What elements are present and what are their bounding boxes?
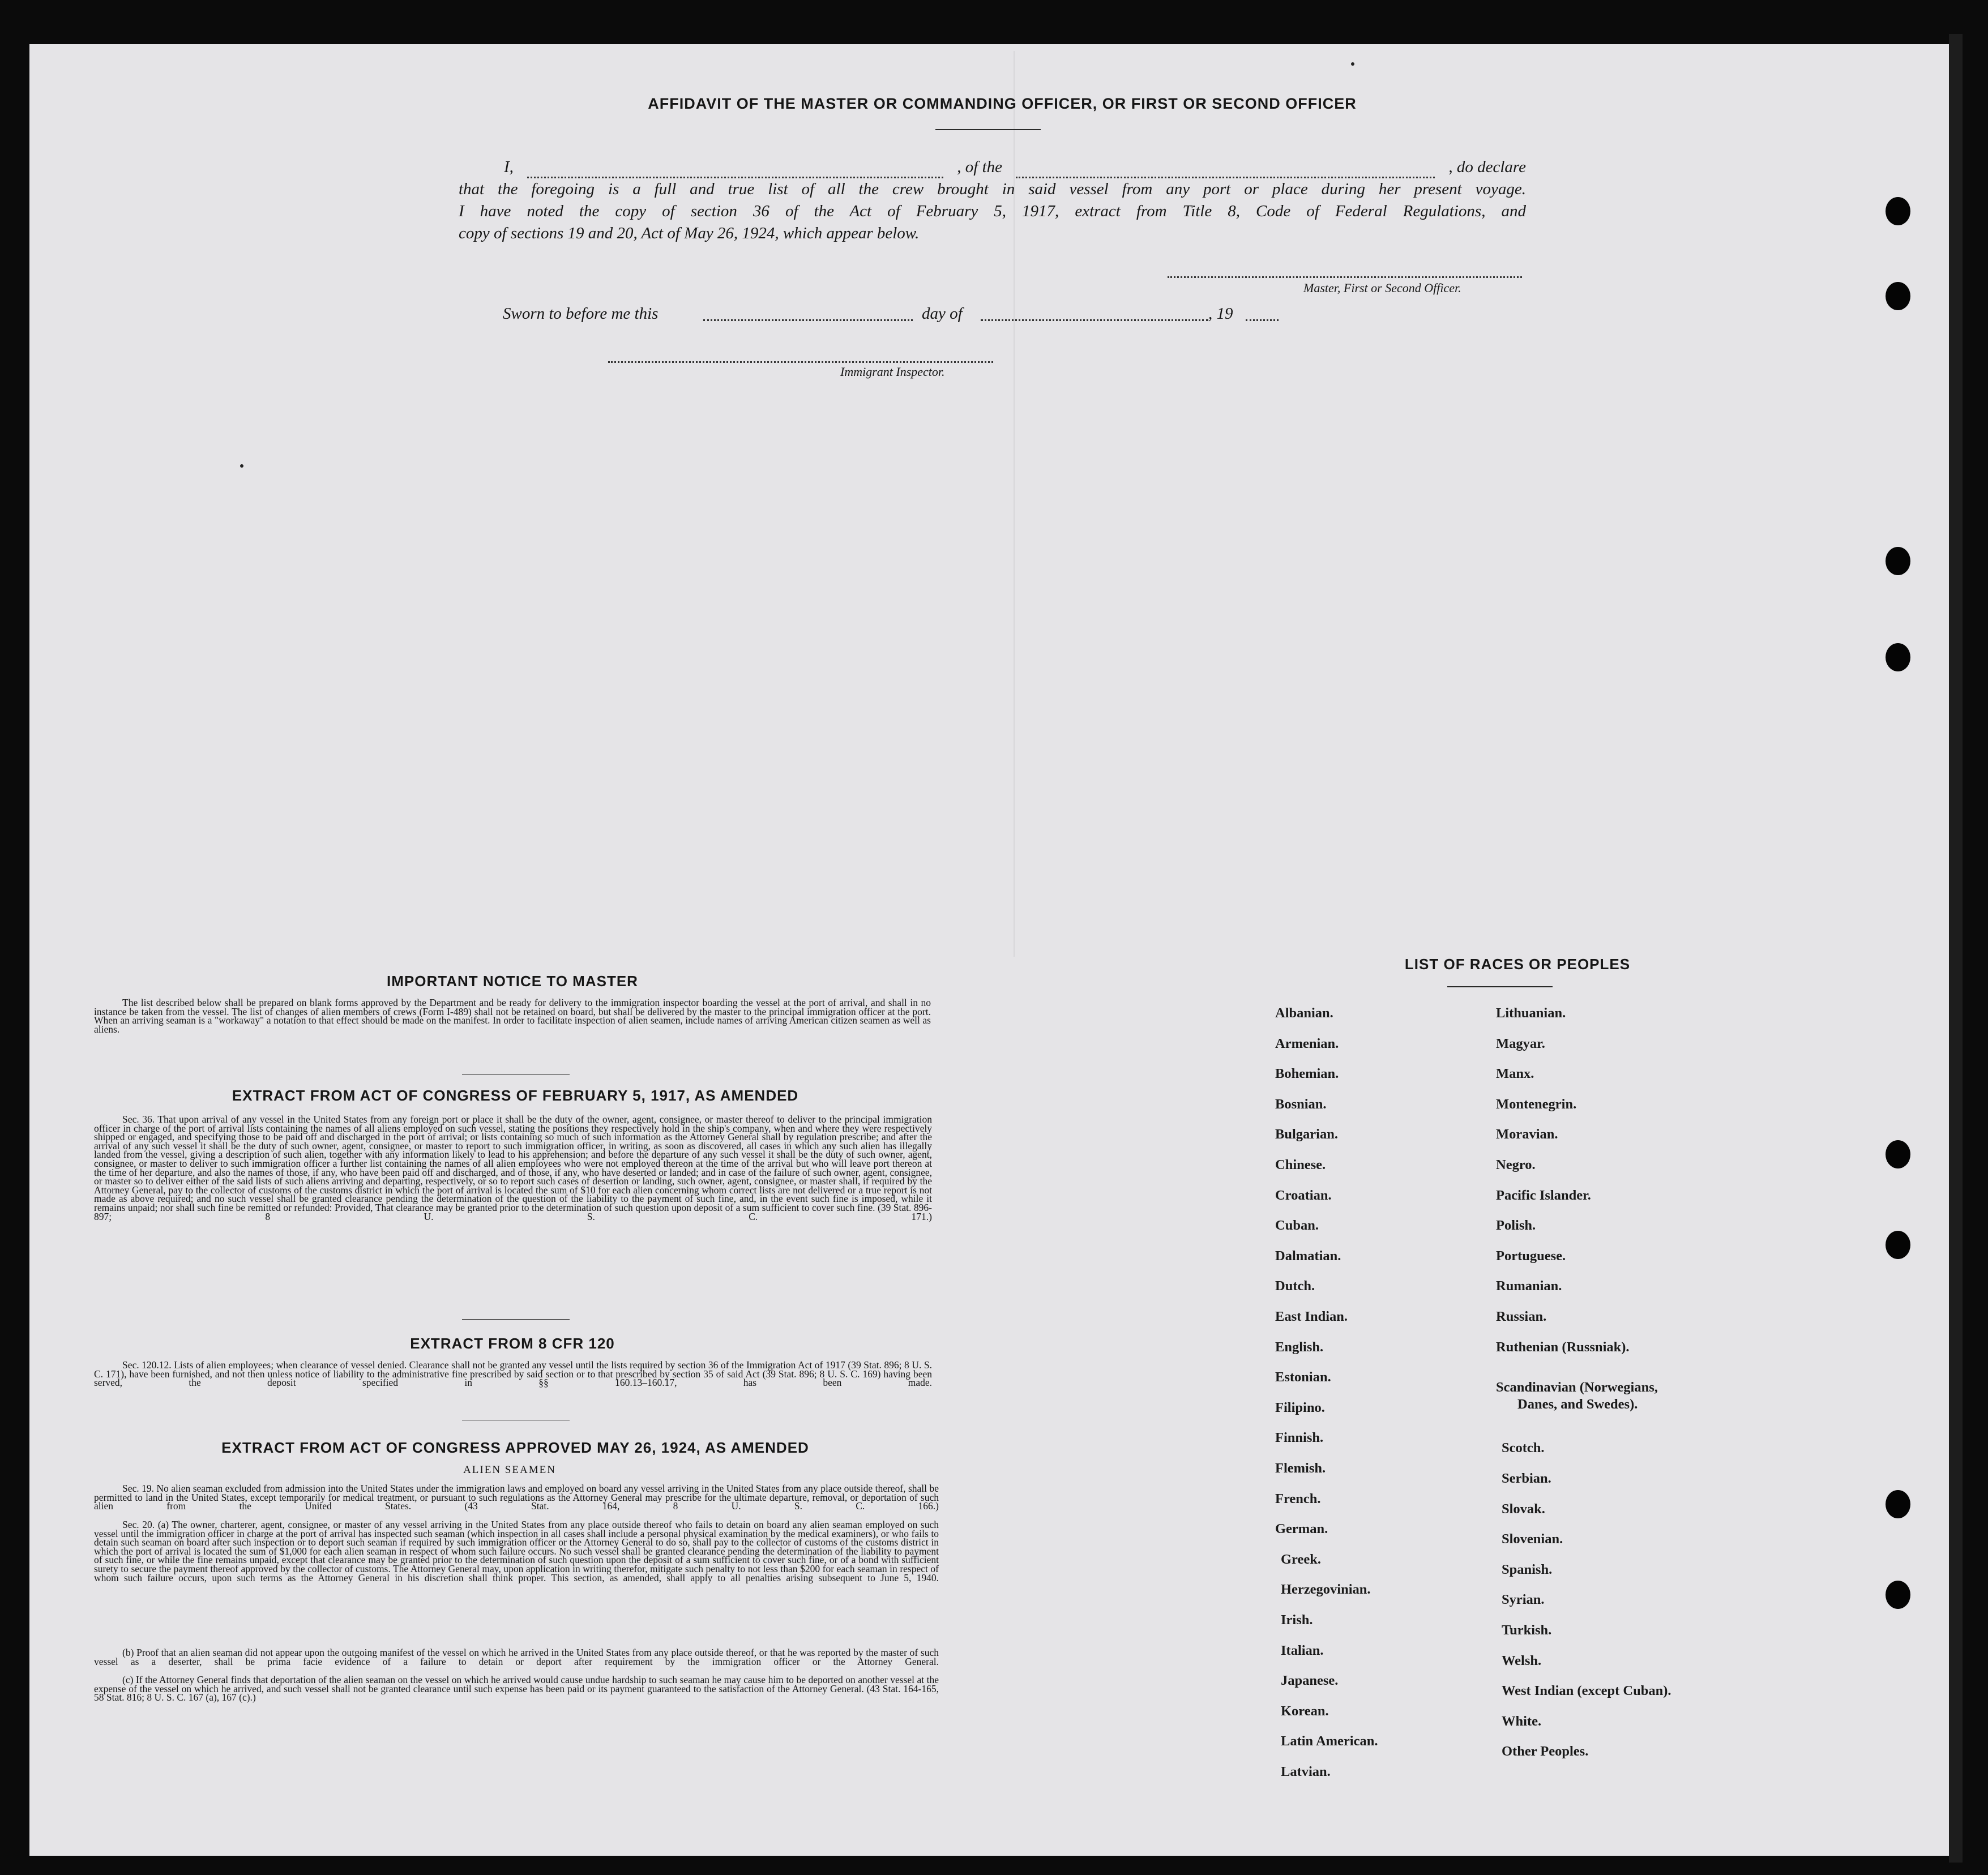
affidavit-line-2: that the foregoing is a full and true list of all the crew brought in said vessel from any port or place during her present voyage.	[459, 180, 1526, 198]
notice-body	[94, 999, 931, 1034]
race-item: Albanian.	[1275, 1005, 1333, 1021]
sec-19-text: Sec. 19. No alien seaman excluded from admission into the United States under the immigration laws and employed on board any vessel arriving in the United States from any place outside thereof, shall be permitted to land in the United States, except temporarily for medical treatment, or pursuant to such regulations as the Attorney General may prescribe for the ultimate departure, removal, or deportation of such alien from the United States. (43 Stat. 164, 8 U. S. C. 166.)	[94, 1483, 939, 1512]
race-item: Bosnian.	[1275, 1096, 1327, 1112]
ink-speck	[240, 464, 243, 468]
race-item: Manx.	[1496, 1066, 1534, 1082]
race-item: Slovenian.	[1502, 1531, 1563, 1547]
section-divider	[462, 1319, 570, 1320]
punch-hole	[1886, 1231, 1910, 1259]
affidavit-line-1	[459, 156, 1526, 178]
sec-20a-body	[94, 1521, 939, 1582]
race-item: Scotch.	[1502, 1440, 1545, 1456]
race-item: Dalmatian.	[1275, 1248, 1341, 1264]
sworn-label: Sworn to before me this	[503, 305, 659, 323]
race-item: Croatian.	[1275, 1187, 1332, 1203]
race-item: Ruthenian (Russniak).	[1496, 1339, 1630, 1355]
race-item: Scandinavian (Norwegians,	[1496, 1380, 1658, 1395]
punch-hole	[1886, 1490, 1910, 1518]
sec-19-body	[94, 1484, 939, 1511]
affidavit-line-3: I have noted the copy of section 36 of the Act of February 5, 1917, extract from Title 8, Code of Federal Regulations, and	[459, 202, 1526, 220]
sec-20c-body	[94, 1676, 939, 1702]
master-signature-line[interactable]	[1168, 276, 1522, 278]
race-item: White.	[1502, 1713, 1542, 1729]
race-item: Dutch.	[1275, 1278, 1315, 1294]
race-item: Japanese.	[1281, 1673, 1339, 1689]
race-item: French.	[1275, 1491, 1321, 1506]
name-field[interactable]	[527, 164, 943, 178]
race-item: Spanish.	[1502, 1561, 1553, 1577]
punch-hole	[1886, 282, 1910, 310]
race-item: Syrian.	[1502, 1592, 1545, 1608]
race-item: Slovak.	[1502, 1501, 1545, 1517]
affidavit-body	[459, 156, 1526, 245]
race-item: Estonian.	[1275, 1369, 1331, 1385]
race-item: Danes, and Swedes).	[1517, 1397, 1638, 1412]
race-item: East Indian.	[1275, 1309, 1348, 1324]
notice-text: The list described below shall be prepared on blank forms approved by the Department and be ready for delivery to the immigration inspector boarding the vessel at the port of arrival, and shall in no instance be taken from the vessel. The list of changes of alien members of crews (Form I-489) shall not be retained on board, but shall be delivered by the master to the principal immigration officer at the port. When an arriving seaman is a "workaway" a notation to that effect should be made on the manifest. In order to facilitate inspection of alien seamen, include names of arriving American citizen seamen as well as aliens.	[94, 997, 931, 1035]
race-item: Finnish.	[1275, 1430, 1324, 1446]
race-item: Serbian.	[1502, 1471, 1551, 1486]
race-item: Moravian.	[1496, 1127, 1558, 1142]
sec-20c-text: (c) If the Attorney General finds that deportation of the alien seaman on the vessel on which he arrived would cause undue hardship to such seaman he may cause him to be deported on another vessel at the expense of the vessel on which he arrived, and such vessel shall not be granted clearance until such expense has been paid or its payment guaranteed to the satisfaction of the Attorney General. (43 Stat. 164-165, 58 Stat. 816; 8 U. S. C. 167 (a), 167 (c).)	[94, 1674, 939, 1703]
extract-cfr-title: EXTRACT FROM 8 CFR 120	[410, 1335, 615, 1352]
race-item: Filipino.	[1275, 1399, 1325, 1415]
do-declare-label: , do declare	[1448, 158, 1526, 176]
vessel-field[interactable]	[1016, 164, 1435, 178]
document-page	[29, 44, 1949, 1856]
race-item: Armenian.	[1275, 1035, 1339, 1051]
punch-hole	[1886, 197, 1910, 225]
extract-1917-title: EXTRACT FROM ACT OF CONGRESS OF FEBRUARY 5, 1917, AS AMENDED	[232, 1087, 799, 1104]
i-label: I,	[504, 158, 514, 176]
race-item: Latin American.	[1281, 1733, 1378, 1749]
year-label: , 19	[1208, 305, 1233, 323]
race-item: Chinese.	[1275, 1157, 1326, 1172]
sworn-month-field[interactable]	[981, 319, 1208, 321]
alien-seamen-subtitle: ALIEN SEAMEN	[463, 1464, 556, 1476]
race-item: Bulgarian.	[1275, 1127, 1338, 1142]
inspector-signature-label: Immigrant Inspector.	[840, 365, 945, 379]
race-item: English.	[1275, 1339, 1324, 1355]
race-item: Herzegovinian.	[1281, 1582, 1371, 1598]
races-title-underline	[1447, 986, 1553, 987]
race-item: Latvian.	[1281, 1764, 1331, 1779]
of-the-label: , of the	[957, 158, 1003, 176]
extract-1917-body	[94, 1115, 932, 1221]
race-item: Bohemian.	[1275, 1066, 1339, 1082]
race-item: Rumanian.	[1496, 1278, 1562, 1294]
race-item: Negro.	[1496, 1157, 1536, 1172]
punch-hole	[1886, 643, 1910, 671]
race-item: Korean.	[1281, 1703, 1329, 1719]
race-item: Italian.	[1281, 1642, 1324, 1658]
race-item: Cuban.	[1275, 1218, 1319, 1234]
race-item: Other Peoples.	[1502, 1744, 1589, 1760]
extract-cfr-body	[94, 1361, 932, 1388]
affidavit-title: AFFIDAVIT OF THE MASTER OR COMMANDING OFFICER, OR FIRST OR SECOND OFFICER	[648, 95, 1357, 112]
race-item: Pacific Islander.	[1496, 1187, 1591, 1203]
extract-1924-title: EXTRACT FROM ACT OF CONGRESS APPROVED MAY 26, 1924, AS AMENDED	[221, 1439, 809, 1456]
race-item: Welsh.	[1502, 1653, 1542, 1668]
race-item: Polish.	[1496, 1218, 1536, 1234]
sworn-year-field[interactable]	[1246, 319, 1279, 321]
master-signature-label: Master, First or Second Officer.	[1303, 281, 1461, 295]
day-of-label: day of	[922, 305, 963, 323]
sec-120-text: Sec. 120.12. Lists of alien employees; when clearance of vessel denied. Clearance shall not be granted any vessel until the lists required by section 36 of the Immigration Act of 1917 (39 Stat. 896; 8 U. S. C. 171), have been furnished, and not then unless notice of liability to the administrative fine prescribed by said section or to that prescribed by section 35 of said Act (39 Stat. 896; 8 U. S. C. 169) having been served, the deposit specified in §§ 160.13–160.17, has been made.	[94, 1359, 932, 1389]
title-underline	[935, 129, 1041, 130]
inspector-signature-line[interactable]	[608, 361, 993, 363]
page-edge-shadow	[1949, 34, 1963, 1863]
punch-hole	[1886, 1581, 1910, 1609]
sec-20b-text: (b) Proof that an alien seaman did not appear upon the outgoing manifest of the vessel on which he arrived in the United States from any place outside thereof, or that he was reported by the master of such vessel as a deserter, shall be prima facie evidence of a failure to detain or deport after requirement by the immigration officer or the Attorney General.	[94, 1647, 939, 1667]
race-item: Montenegrin.	[1496, 1096, 1577, 1112]
race-item: German.	[1275, 1521, 1328, 1537]
sec-20b-body	[94, 1649, 939, 1666]
sec-20a-text: Sec. 20. (a) The owner, charterer, agent, consignee, or master of any vessel arriving in the United States from any place outside thereof who fails to detain on board any alien seaman employed on such vessel until the immigration officer in charge at the port of arrival has inspected such seaman (which inspection in all cases shall include a personal physical examination by the medical examiners), or who fails to detain such seaman on board after such inspection or to deport such seaman if required by such immigration officer or the Attorney General to do so, shall pay to the collector of customs of the customs district in which the port of arrival is located the sum of $1,000 for each alien seaman in respect of whom such failure occurs. No such vessel shall be granted clearance pending the determination of the liability to payment of such fine, or while the fine remains unpaid, except that clearance may be granted prior to the determination of such question upon the deposit of a sum sufficient to cover such fine, or of a bond with sufficient surety to secure the payment thereof approved by the collector of customs. The Attorney General may, upon application in writing therefor, mitigate such penalty to not less than $200 for each seaman in respect of whom such failure occurs, upon such terms as the Attorney General in his discretion shall think proper. This section, as amended, shall apply to all penalties arising subsequent to June 5, 1940.	[94, 1519, 939, 1583]
sworn-day-field[interactable]	[703, 319, 913, 321]
notice-title: IMPORTANT NOTICE TO MASTER	[387, 973, 638, 990]
race-item: Russian.	[1496, 1309, 1547, 1324]
races-title: LIST OF RACES OR PEOPLES	[1404, 956, 1631, 973]
race-item: Portuguese.	[1496, 1248, 1566, 1264]
race-item: West Indian (except Cuban).	[1502, 1683, 1671, 1699]
sec-36-text: Sec. 36. That upon arrival of any vessel in the United States from any foreign port or place it shall be the duty of the owner, agent, consignee, or master thereof to deliver to the principal immigration officer in charge of the port of arrival lists containing the names of all aliens employed on such vessel, stating the positions they respectively hold in the ship's company, when and where they were respectively shipped or engaged, and specifying those to be paid off and discharged in the port of arrival; or lists containing so much of such information as the Attorney General shall by regulation prescribe; and after the arrival of any such vessel it shall be the duty of such owner, agent, consignee, or master to report to such immigration officer, in writing, as soon as discovered, all cases in which any such alien has illegally landed from the vessel, giving a description of such alien, together with any information likely to lead to his apprehension; and before the departure of any such vessel it shall be the duty of such owner, agent, consignee, or master to deliver to such immigration officer a further list containing the names of all alien employees who were not employed thereon at the time of the arrival but who will leave port thereon at the time of her departure, and also the names of those, if any, who have been paid off and discharged, and of those, if any, who have deserted or landed; and in case of the failure of such owner, agent, consignee, or master so to deliver either of the said lists of such aliens arriving and departing, respectively, or so to report such cases of desertion or landing, such owner, agent, consignee, or master shall, if required by the Attorney General, pay to the collector of customs of the customs district in which the port of arrival is located the sum of $10 for each alien concerning whom correct lists are not delivered or a true report is not made as above required; and no such vessel shall be granted clearance pending the determination of the question of the liability to the payment of such fine, and, in the event such fine is imposed, while it remains unpaid; nor shall such fine be remitted or refunded: Provided, That clearance may be granted prior to the determination of such question upon deposit of a sum sufficient to cover such fine. (39 Stat. 896-897; 8 U. S. C. 171.)	[94, 1114, 932, 1222]
punch-hole	[1886, 1140, 1910, 1168]
ink-speck	[1351, 62, 1354, 66]
race-item: Turkish.	[1502, 1623, 1552, 1638]
affidavit-line-4: copy of sections 19 and 20, Act of May 26, 1924, which appear below.	[459, 224, 920, 242]
race-item: Flemish.	[1275, 1461, 1326, 1476]
race-item: Greek.	[1281, 1551, 1321, 1567]
race-item: Irish.	[1281, 1612, 1313, 1628]
race-item: Magyar.	[1496, 1035, 1545, 1051]
race-item: Lithuanian.	[1496, 1005, 1566, 1021]
punch-hole	[1886, 547, 1910, 575]
